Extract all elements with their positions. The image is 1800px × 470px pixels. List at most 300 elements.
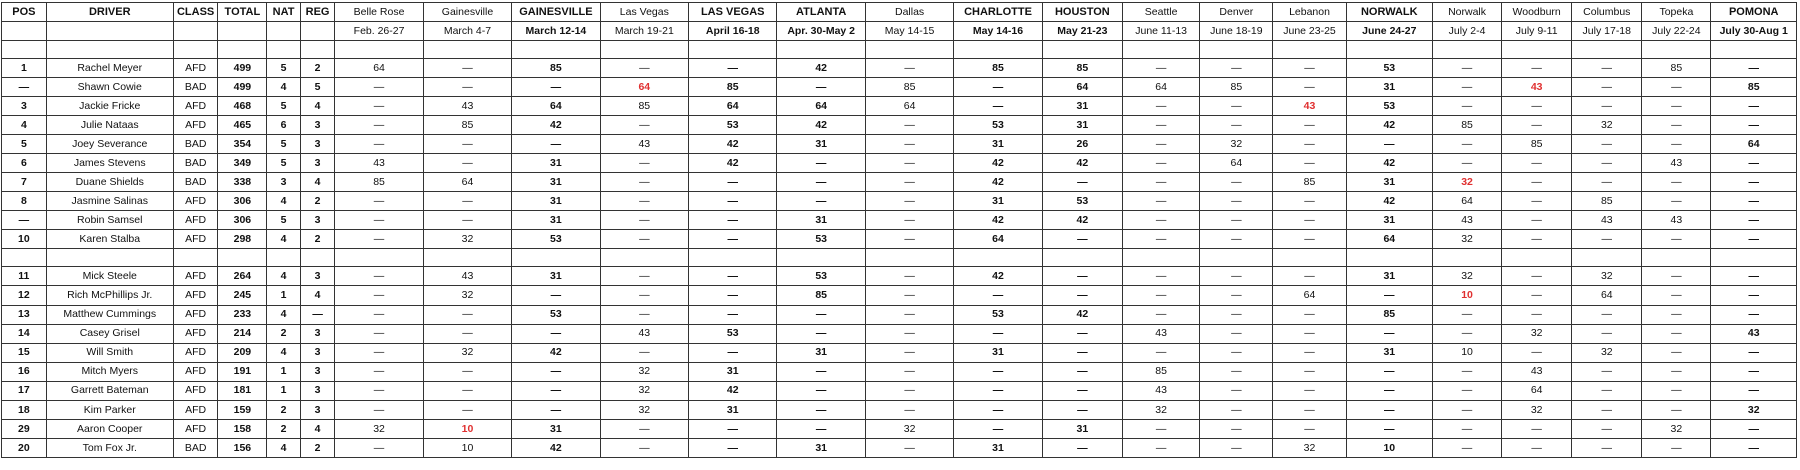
result-cell: 31 [512, 211, 600, 230]
result-cell: 31 [1346, 343, 1432, 362]
result-cell: — [954, 419, 1042, 438]
result-cell [1711, 41, 1797, 59]
result-cell: — [777, 78, 865, 97]
result-cell: — [1123, 343, 1200, 362]
result-cell: 32 [1572, 267, 1642, 286]
result-cell: 85 [1042, 58, 1122, 77]
event-date: July 22-24 [1642, 22, 1711, 41]
nat-cell: 4 [267, 438, 301, 457]
result-cell: — [865, 116, 953, 135]
driver-cell: Mick Steele [46, 267, 173, 286]
result-cell: 53 [777, 267, 865, 286]
table-row [2, 286, 1797, 305]
total-cell: 338 [218, 173, 267, 192]
result-cell: — [335, 362, 423, 381]
result-cell: — [777, 192, 865, 211]
result-cell: — [1346, 400, 1432, 419]
result-cell: — [335, 286, 423, 305]
reg-cell: 3 [300, 400, 335, 419]
result-cell: — [865, 286, 953, 305]
event-date: Apr. 30-May 2 [777, 22, 865, 41]
result-cell: — [600, 116, 688, 135]
result-cell: — [689, 267, 777, 286]
result-cell: — [1346, 419, 1432, 438]
event-location: Las Vegas [600, 3, 688, 22]
result-cell [1502, 41, 1572, 59]
result-cell: — [600, 419, 688, 438]
result-cell: — [865, 343, 953, 362]
nat-cell: 4 [267, 305, 301, 324]
result-cell: — [1572, 230, 1642, 249]
result-cell: — [600, 286, 688, 305]
result-cell [1042, 41, 1122, 59]
result-cell [1273, 249, 1346, 267]
result-cell: — [1432, 97, 1501, 116]
result-cell: 31 [689, 362, 777, 381]
result-cell: — [865, 438, 953, 457]
event-location: Gainesville [423, 3, 511, 22]
result-cell: 85 [1502, 135, 1572, 154]
result-cell: 31 [512, 173, 600, 192]
result-cell: — [865, 400, 953, 419]
nat-cell [267, 41, 301, 59]
driver-cell: Aaron Cooper [46, 419, 173, 438]
result-cell: — [1200, 58, 1273, 77]
header-row-locations [2, 3, 1797, 22]
result-cell: 43 [423, 97, 511, 116]
result-cell: — [1642, 230, 1711, 249]
driver-cell: James Stevens [46, 154, 173, 173]
result-cell: — [512, 78, 600, 97]
event-date: March 4-7 [423, 22, 511, 41]
total-cell: 158 [218, 419, 267, 438]
pos-cell: 29 [2, 419, 47, 438]
result-cell [777, 41, 865, 59]
class-cell: AFD [173, 362, 218, 381]
result-cell: — [1123, 192, 1200, 211]
result-cell: — [1273, 116, 1346, 135]
result-cell: 43 [1123, 381, 1200, 400]
result-cell: 32 [600, 362, 688, 381]
driver-cell: Jasmine Salinas [46, 192, 173, 211]
event-date: May 14-15 [865, 22, 953, 41]
pos-cell: 1 [2, 58, 47, 77]
result-cell: — [1200, 381, 1273, 400]
total-cell: 214 [218, 324, 267, 343]
header-blank [300, 22, 335, 41]
result-cell [1572, 41, 1642, 59]
result-cell: 85 [777, 286, 865, 305]
result-cell: — [1200, 305, 1273, 324]
table-row [2, 343, 1797, 362]
result-cell: — [1273, 192, 1346, 211]
class-cell: BAD [173, 154, 218, 173]
event-date: July 30-Aug 1 [1711, 22, 1797, 41]
result-cell [777, 249, 865, 267]
result-cell: — [600, 230, 688, 249]
result-cell: — [335, 400, 423, 419]
result-cell: — [1200, 438, 1273, 457]
result-cell: — [1711, 267, 1797, 286]
result-cell: — [1200, 267, 1273, 286]
result-cell: 42 [954, 267, 1042, 286]
pos-cell: 6 [2, 154, 47, 173]
result-cell: — [1273, 419, 1346, 438]
pos-cell: 17 [2, 381, 47, 400]
pos-cell: 8 [2, 192, 47, 211]
result-cell: — [865, 211, 953, 230]
result-cell: — [1200, 324, 1273, 343]
event-location: Lebanon [1273, 3, 1346, 22]
result-cell: 31 [954, 135, 1042, 154]
result-cell: 31 [1346, 211, 1432, 230]
pos-cell: 5 [2, 135, 47, 154]
result-cell: — [1123, 211, 1200, 230]
driver-cell: Mitch Myers [46, 362, 173, 381]
result-cell: 42 [689, 135, 777, 154]
result-cell: 64 [777, 97, 865, 116]
result-cell: 53 [512, 305, 600, 324]
result-cell: — [1711, 116, 1797, 135]
result-cell: — [865, 58, 953, 77]
class-cell: AFD [173, 58, 218, 77]
header-total: TOTAL [218, 3, 267, 22]
result-cell: — [423, 324, 511, 343]
event-location: ATLANTA [777, 3, 865, 22]
total-cell: 156 [218, 438, 267, 457]
result-cell: — [423, 192, 511, 211]
result-cell: — [335, 78, 423, 97]
result-cell [1200, 249, 1273, 267]
reg-cell: 3 [300, 116, 335, 135]
result-cell: — [1642, 324, 1711, 343]
result-cell: — [1642, 381, 1711, 400]
result-cell: 31 [1346, 173, 1432, 192]
result-cell: — [1711, 381, 1797, 400]
result-cell: — [1502, 173, 1572, 192]
pos-cell: 18 [2, 400, 47, 419]
header-nat: NAT [267, 3, 301, 22]
result-cell: — [512, 135, 600, 154]
result-cell: — [335, 230, 423, 249]
total-cell: 191 [218, 362, 267, 381]
nat-cell: 2 [267, 400, 301, 419]
result-cell [335, 41, 423, 59]
result-cell: 32 [423, 343, 511, 362]
nat-cell: 6 [267, 116, 301, 135]
event-location: LAS VEGAS [689, 3, 777, 22]
result-cell: — [1642, 400, 1711, 419]
reg-cell: 2 [300, 58, 335, 77]
header-class: CLASS [173, 3, 218, 22]
event-location: POMONA [1711, 3, 1797, 22]
result-cell [1123, 41, 1200, 59]
result-cell: 32 [335, 419, 423, 438]
driver-cell: Rachel Meyer [46, 58, 173, 77]
class-cell: BAD [173, 135, 218, 154]
pos-cell: 3 [2, 97, 47, 116]
result-cell: — [1502, 211, 1572, 230]
result-cell: — [1572, 362, 1642, 381]
class-cell: AFD [173, 400, 218, 419]
result-cell: 64 [954, 230, 1042, 249]
result-cell: 53 [512, 230, 600, 249]
reg-cell [300, 41, 335, 59]
table-row [2, 230, 1797, 249]
result-cell: 32 [1200, 135, 1273, 154]
result-cell: — [689, 419, 777, 438]
event-date: June 18-19 [1200, 22, 1273, 41]
result-cell: 64 [335, 58, 423, 77]
reg-cell: 5 [300, 78, 335, 97]
result-cell: 85 [335, 173, 423, 192]
class-cell: AFD [173, 286, 218, 305]
event-date: May 14-16 [954, 22, 1042, 41]
result-cell: 31 [1042, 116, 1122, 135]
result-cell: 32 [423, 286, 511, 305]
result-cell: — [335, 324, 423, 343]
result-cell: — [1200, 362, 1273, 381]
result-cell: — [954, 381, 1042, 400]
result-cell: — [1200, 192, 1273, 211]
driver-cell: Will Smith [46, 343, 173, 362]
class-cell: BAD [173, 173, 218, 192]
nat-cell: 4 [267, 230, 301, 249]
result-cell: — [1711, 230, 1797, 249]
result-cell: — [1123, 267, 1200, 286]
table-row [2, 267, 1797, 286]
header-blank [173, 22, 218, 41]
result-cell: — [512, 286, 600, 305]
result-cell: — [1273, 381, 1346, 400]
result-cell: 43 [1432, 211, 1501, 230]
table-row [2, 305, 1797, 324]
result-cell: — [689, 58, 777, 77]
result-cell: 53 [1346, 58, 1432, 77]
event-location: Norwalk [1432, 3, 1501, 22]
result-cell [954, 41, 1042, 59]
event-date: June 23-25 [1273, 22, 1346, 41]
result-cell: 10 [423, 438, 511, 457]
result-cell: 53 [689, 324, 777, 343]
result-cell: — [1273, 305, 1346, 324]
total-cell: 354 [218, 135, 267, 154]
result-cell: 31 [512, 154, 600, 173]
result-cell: — [777, 154, 865, 173]
result-cell: — [1273, 362, 1346, 381]
result-cell: — [689, 230, 777, 249]
result-cell: — [689, 305, 777, 324]
event-date: April 16-18 [689, 22, 777, 41]
result-cell: — [954, 362, 1042, 381]
reg-cell: 4 [300, 173, 335, 192]
result-cell: 64 [1502, 381, 1572, 400]
result-cell: — [1123, 419, 1200, 438]
result-cell: — [1572, 419, 1642, 438]
reg-cell: 2 [300, 192, 335, 211]
table-row [2, 58, 1797, 77]
result-cell [1042, 249, 1122, 267]
result-cell: 32 [865, 419, 953, 438]
result-cell: — [1642, 286, 1711, 305]
result-cell: — [865, 154, 953, 173]
result-cell: — [777, 381, 865, 400]
result-cell: — [600, 58, 688, 77]
result-cell: 42 [1346, 116, 1432, 135]
result-cell: — [600, 192, 688, 211]
result-cell: 42 [689, 154, 777, 173]
result-cell: 31 [512, 267, 600, 286]
result-cell: — [777, 400, 865, 419]
result-cell [423, 249, 511, 267]
result-cell: 43 [1502, 78, 1572, 97]
result-cell: — [1502, 154, 1572, 173]
result-cell: — [689, 192, 777, 211]
class-cell: AFD [173, 267, 218, 286]
reg-cell: 4 [300, 286, 335, 305]
result-cell: — [423, 305, 511, 324]
class-cell [173, 41, 218, 59]
nat-cell [267, 249, 301, 267]
result-cell [512, 41, 600, 59]
result-cell: — [1502, 343, 1572, 362]
event-date: July 9-11 [1502, 22, 1572, 41]
result-cell: 64 [1042, 78, 1122, 97]
result-cell: — [600, 173, 688, 192]
table-row [2, 135, 1797, 154]
result-cell: 85 [1346, 305, 1432, 324]
total-cell: 209 [218, 343, 267, 362]
result-cell: — [335, 116, 423, 135]
header-pos: POS [2, 3, 47, 22]
driver-cell: Tom Fox Jr. [46, 438, 173, 457]
result-cell: — [335, 267, 423, 286]
result-cell: 64 [512, 97, 600, 116]
table-row [2, 173, 1797, 192]
result-cell: — [1642, 343, 1711, 362]
result-cell: 64 [600, 78, 688, 97]
pos-cell: 7 [2, 173, 47, 192]
table-row [2, 438, 1797, 457]
total-cell: 245 [218, 286, 267, 305]
driver-cell: Kim Parker [46, 400, 173, 419]
result-cell: 32 [1572, 343, 1642, 362]
result-cell: — [1642, 192, 1711, 211]
result-cell: 32 [1123, 400, 1200, 419]
result-cell: 43 [1711, 324, 1797, 343]
result-cell: — [865, 362, 953, 381]
result-cell: — [1711, 419, 1797, 438]
result-cell: — [1200, 116, 1273, 135]
nat-cell: 1 [267, 381, 301, 400]
result-cell: 42 [512, 116, 600, 135]
result-cell [865, 41, 953, 59]
result-cell: — [1123, 154, 1200, 173]
pos-cell: 20 [2, 438, 47, 457]
result-cell: — [1042, 438, 1122, 457]
result-cell: — [423, 381, 511, 400]
driver-cell [46, 249, 173, 267]
nat-cell: 5 [267, 97, 301, 116]
header-blank [2, 22, 47, 41]
reg-cell: 3 [300, 154, 335, 173]
result-cell: 32 [1572, 116, 1642, 135]
pos-cell: 11 [2, 267, 47, 286]
event-date: Feb. 26-27 [335, 22, 423, 41]
reg-cell: 3 [300, 381, 335, 400]
result-cell: — [1200, 343, 1273, 362]
result-cell: 64 [1346, 230, 1432, 249]
class-cell: AFD [173, 230, 218, 249]
result-cell: 64 [1200, 154, 1273, 173]
result-cell: — [335, 438, 423, 457]
event-location: HOUSTON [1042, 3, 1122, 22]
nat-cell: 5 [267, 135, 301, 154]
result-cell: — [865, 173, 953, 192]
result-cell: 32 [423, 230, 511, 249]
header-row-dates [2, 22, 1797, 41]
result-cell [865, 249, 953, 267]
driver-cell: Joey Severance [46, 135, 173, 154]
result-cell: 43 [1273, 97, 1346, 116]
result-cell: 85 [1273, 173, 1346, 192]
event-location: Columbus [1572, 3, 1642, 22]
result-cell: — [1273, 400, 1346, 419]
result-cell: — [1572, 381, 1642, 400]
result-cell: — [1502, 97, 1572, 116]
table-row [2, 192, 1797, 211]
pos-cell: 12 [2, 286, 47, 305]
result-cell: — [1200, 230, 1273, 249]
result-cell: — [954, 78, 1042, 97]
result-cell [1642, 41, 1711, 59]
total-cell: 264 [218, 267, 267, 286]
total-cell [218, 249, 267, 267]
result-cell: 43 [1642, 211, 1711, 230]
result-cell: — [1642, 116, 1711, 135]
result-cell: — [1711, 154, 1797, 173]
result-cell: — [1432, 58, 1501, 77]
result-cell: — [1572, 154, 1642, 173]
class-cell: AFD [173, 97, 218, 116]
pos-cell: 4 [2, 116, 47, 135]
result-cell: 31 [954, 192, 1042, 211]
result-cell: 43 [1502, 362, 1572, 381]
result-cell: — [777, 324, 865, 343]
result-cell [689, 41, 777, 59]
nat-cell: 4 [267, 192, 301, 211]
result-cell: — [1642, 173, 1711, 192]
result-cell: 31 [954, 438, 1042, 457]
result-cell: 85 [1572, 192, 1642, 211]
result-cell: — [1273, 267, 1346, 286]
result-cell: 85 [1432, 116, 1501, 135]
nat-cell: 4 [267, 267, 301, 286]
class-cell: AFD [173, 211, 218, 230]
result-cell: — [1042, 324, 1122, 343]
result-cell: 43 [1572, 211, 1642, 230]
header-blank [218, 22, 267, 41]
result-cell: — [512, 362, 600, 381]
result-cell: — [1711, 58, 1797, 77]
result-cell: — [1123, 173, 1200, 192]
event-location: Denver [1200, 3, 1273, 22]
result-cell: — [689, 286, 777, 305]
result-cell: — [689, 438, 777, 457]
result-cell: — [1123, 286, 1200, 305]
reg-cell: 3 [300, 267, 335, 286]
result-cell: 10 [423, 419, 511, 438]
